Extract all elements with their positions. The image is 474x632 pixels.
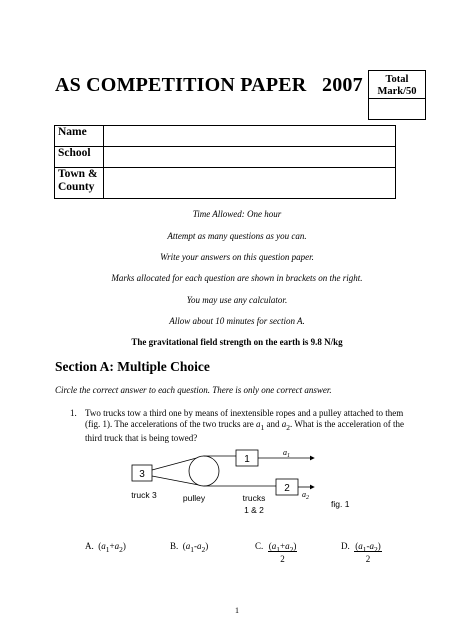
- fig-1-diagram: [120, 446, 380, 524]
- question-1-number: 1.: [70, 408, 77, 418]
- option-b-expr: $(a_1-a_2)$: [182, 541, 209, 554]
- fig-1-caption: fig. 1: [331, 499, 350, 509]
- option-d-fraction: $\frac{(a_1-a_2)}{2}$: [355, 541, 381, 564]
- option-c-letter: C.: [255, 541, 264, 551]
- gravity-note: The gravitational field strength on the earth is 9.8 N/kg: [131, 337, 343, 347]
- paper-title: AS COMPETITION PAPER 2007: [55, 74, 363, 96]
- instruction-attempt: Attempt as many questions as you can.: [167, 231, 307, 241]
- school-field[interactable]: [104, 147, 396, 168]
- option-c-fraction: $\frac{(a_1+a_2)}{2}$: [268, 541, 297, 564]
- town-county-label: Town & County: [55, 168, 104, 199]
- option-d-letter: D.: [341, 541, 350, 551]
- option-b-letter: B.: [170, 541, 179, 551]
- page-number: 1: [235, 606, 239, 615]
- option-b[interactable]: [170, 541, 208, 554]
- truck-2-box-label: 2: [284, 483, 290, 494]
- question-1-text: Two trucks tow a third one by means of inextensible ropes and a pulley attached to them (fig. 1). The accelerations of the two trucks are $a_1$ and $a_2$. What is the acceleration of the third truck that is being towed?: [85, 408, 405, 443]
- trucks-caption-line-1: trucks: [242, 493, 266, 503]
- pulley-caption: pulley: [182, 493, 206, 503]
- pulley-circle: [189, 456, 219, 486]
- name-label: Name: [55, 126, 104, 147]
- instruction-marks: Marks allocated for each question are shown in brackets on the right.: [111, 273, 363, 283]
- a1-label: $a_1$: [283, 448, 290, 459]
- section-a-instruction: Circle the correct answer to each question. There is only one correct answer.: [55, 385, 332, 395]
- option-c[interactable]: [255, 541, 297, 564]
- option-a[interactable]: [85, 541, 126, 554]
- option-a-letter: A.: [85, 541, 94, 551]
- instruction-write-answers: Write your answers on this question paper.: [160, 252, 314, 262]
- instruction-section-a-time: Allow about 10 minutes for section A.: [169, 316, 305, 326]
- total-mark-label: Total Mark/50: [377, 74, 417, 97]
- instruction-time-allowed: Time Allowed: One hour: [192, 209, 282, 219]
- name-field[interactable]: [104, 126, 396, 147]
- truck-3-box-label: 3: [139, 469, 145, 480]
- total-mark-box: [368, 70, 426, 120]
- total-mark-divider: [369, 98, 425, 99]
- option-a-expr: $(a_1+a_2)$: [98, 541, 126, 554]
- trucks-caption-line-2: 1 & 2: [244, 505, 264, 515]
- instruction-calculator: You may use any calculator.: [186, 295, 288, 305]
- school-label: School: [55, 147, 104, 168]
- truck-3-caption: truck 3: [131, 490, 157, 500]
- a2-label: $a_2$: [302, 490, 309, 501]
- section-a-heading: Section A: Multiple Choice: [55, 359, 210, 374]
- truck-1-box-label: 1: [244, 454, 250, 465]
- candidate-info-table: [54, 125, 396, 199]
- town-county-field[interactable]: [104, 168, 396, 199]
- option-d[interactable]: [341, 541, 382, 564]
